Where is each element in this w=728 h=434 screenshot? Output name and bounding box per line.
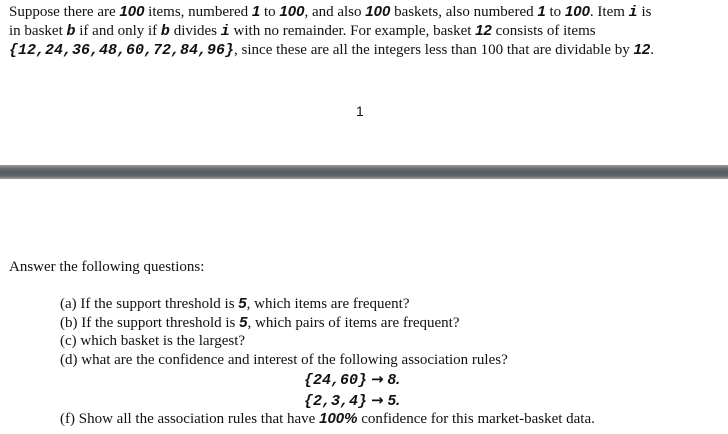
text-fragment: (f) Show all the association rules that have [60,411,320,427]
text-fragment: divides [169,23,221,39]
text-fragment: , and also [304,4,366,20]
text-fragment: . Item [589,4,629,20]
association-rule [304,391,400,411]
text-fragment: confidence for this market-basket data. [357,411,595,427]
paragraph-line-2 [9,22,596,41]
text-fragment: , which pairs of items are frequent? [247,315,460,331]
page-divider [0,165,728,179]
association-rule [304,370,400,390]
basket-set: {12,24,36,48,60,72,84,96} [9,42,235,59]
text-fragment: to [545,4,565,20]
bold-number: 5 [238,295,247,312]
variable-i: i [628,4,638,21]
arrow-icon: → [371,391,384,409]
text-fragment: (a) If the support threshold is [60,296,239,312]
paragraph-line-1 [9,3,651,22]
question-d: (d) what are the confidence and interest of the following association rules? [60,352,508,368]
text-fragment: with no remainder. For example, basket [229,23,476,39]
text-fragment: to [260,4,280,20]
variable-i: i [220,23,230,40]
question-b [60,314,459,332]
text-fragment: if and only if [75,23,161,39]
variable-b: b [66,23,76,40]
rule-rhs: 5. [387,392,401,409]
text-fragment: (b) If the support threshold is [60,315,240,331]
bold-percent: 100% [319,410,358,427]
page-number: 1 [356,103,364,119]
question-f [60,410,595,428]
bold-number: 100 [365,3,391,20]
arrow-icon: → [371,370,384,388]
text-fragment: , since these are all the integers less than 100 that are dividable by [234,42,634,58]
text-fragment: in basket [9,23,67,39]
bold-number: 1 [251,3,261,20]
answer-heading: Answer the following questions: [9,259,205,275]
text-fragment: is [637,4,652,20]
bold-number: 100 [279,3,305,20]
text-fragment: . [650,42,654,58]
rule-lhs: {2,3,4} [304,393,368,410]
text-fragment: baskets, also numbered [390,4,538,20]
question-a [60,295,410,313]
bold-number: 12 [475,22,492,39]
bold-number: 1 [537,3,546,20]
question-c: (c) which basket is the largest? [60,333,246,349]
variable-b: b [160,23,170,40]
text-fragment: Suppose there are [9,4,120,20]
rule-lhs: {24,60} [304,372,368,389]
text-fragment: items, numbered [144,4,252,20]
rule-rhs: 8. [387,371,401,388]
text-fragment: , which items are frequent? [246,296,410,312]
bold-number: 12 [633,41,651,58]
bold-number: 100 [564,3,590,20]
bold-number: 5 [239,314,248,331]
paragraph-line-3 [9,41,654,60]
text-fragment: consists of items [491,23,596,39]
bold-number: 100 [119,3,145,20]
